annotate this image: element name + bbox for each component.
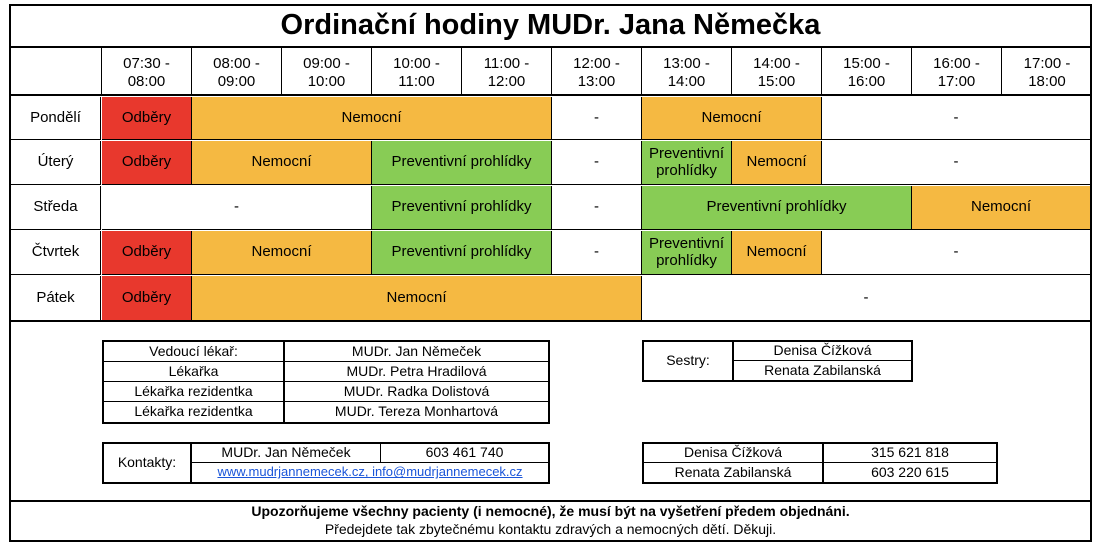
time-slot-header: [642, 48, 732, 96]
slot-bloods: Odběry: [102, 97, 192, 140]
time-to: 11:00: [398, 73, 435, 90]
nurse-contact-name: Renata Zabilanská: [674, 463, 792, 480]
page-title: Ordinační hodiny MUDr. Jana Němečka: [9, 4, 1092, 48]
slot-sick: Nemocní: [192, 141, 372, 185]
time-to: 15:00: [757, 73, 796, 90]
time-slot-header: [192, 48, 282, 96]
nurse-name: Denisa Čížková: [734, 342, 911, 361]
time-from: 13:00 -: [663, 55, 710, 72]
slot-bloods: Odběry: [102, 231, 192, 275]
staff-name: MUDr. Radka Dolistová: [285, 382, 548, 402]
slot-bloods: Odběry: [102, 141, 192, 185]
slot-sick: Nemocní: [732, 141, 822, 185]
time-to: 09:00: [217, 73, 256, 90]
staff-name: MUDr. Jan Němeček: [285, 342, 548, 362]
time-slot-header: [822, 48, 912, 96]
slot-preventive: Preventivní prohlídky: [642, 141, 732, 185]
nurse-contact-name: Denisa Čížková: [683, 444, 783, 461]
slot-preventive: Preventivní prohlídky: [372, 186, 552, 230]
time-from: 12:00 -: [573, 55, 620, 72]
time-to: 12:00: [487, 73, 526, 90]
nurses-label: Sestry:: [666, 352, 710, 369]
contacts-label: Kontakty:: [117, 454, 177, 471]
staff-name: MUDr. Petra Hradilová: [285, 362, 548, 382]
slot-empty: -: [552, 231, 642, 275]
slot-sick: Nemocní: [642, 97, 822, 140]
slot-empty: -: [822, 141, 1090, 185]
time-from: 14:00 -: [753, 55, 800, 72]
time-slot-header: [372, 48, 462, 96]
slot-sick: Nemocní: [732, 231, 822, 275]
time-from: 08:00 -: [213, 55, 260, 72]
time-to: 10:00: [307, 73, 346, 90]
slot-preventive: Preventivní prohlídky: [642, 186, 912, 230]
notice-line-1: Upozorňujeme všechny pacienty (i nemocné), že musí být na vyšetření předem objednáni.: [251, 503, 850, 520]
schedule-bottom-border: [9, 320, 1092, 322]
web-email-link[interactable]: www.mudrjannemecek.cz, info@mudrjannemecek.cz: [217, 464, 523, 480]
day-label: Úterý: [11, 141, 101, 185]
time-to: 08:00: [127, 73, 166, 90]
time-slot-header: [462, 48, 552, 96]
time-from: 07:30 -: [123, 55, 170, 72]
time-to: 16:00: [847, 73, 886, 90]
day-label: Pondělí: [11, 97, 101, 140]
notice-line-2: Předejdete tak zbytečnému kontaktu zdravých a nemocných dětí. Děkuji.: [324, 521, 777, 538]
slot-empty: -: [102, 186, 372, 230]
slot-bloods: Odběry: [102, 276, 192, 320]
staff-role: Lékařka rezidentka: [104, 382, 283, 402]
slot-empty: -: [642, 276, 1090, 320]
slot-sick: Nemocní: [912, 186, 1090, 230]
slot-sick: Nemocní: [192, 231, 372, 275]
nurse-name: Renata Zabilanská: [764, 361, 881, 378]
slot-empty: -: [552, 141, 642, 185]
contact-doctor-phone: 603 461 740: [425, 444, 504, 461]
slot-preventive: Preventivní prohlídky: [372, 141, 552, 185]
time-from: 10:00 -: [393, 55, 440, 72]
day-label: Středa: [11, 186, 101, 230]
nurse-contact-phone: 315 621 818: [871, 444, 949, 461]
time-from: 16:00 -: [933, 55, 980, 72]
time-slot-header: [282, 48, 372, 96]
contact-doctor-name: MUDr. Jan Němeček: [221, 444, 351, 461]
time-to: 13:00: [577, 73, 616, 90]
time-from: 15:00 -: [843, 55, 890, 72]
slot-empty: -: [822, 97, 1090, 140]
slot-preventive: Preventivní prohlídky: [372, 231, 552, 275]
nurse-contact-phone: 603 220 615: [871, 463, 949, 480]
notice-top-border: [9, 500, 1092, 502]
time-slot-header: [912, 48, 1002, 96]
time-to: 14:00: [667, 73, 706, 90]
time-slot-header: [552, 48, 642, 96]
time-from: 17:00 -: [1023, 55, 1071, 72]
slot-sick: Nemocní: [192, 97, 552, 140]
time-to: 17:00: [937, 73, 976, 90]
time-from: 09:00 -: [303, 55, 350, 72]
staff-role: Vedoucí lékař:: [104, 342, 283, 362]
time-slot-header: [732, 48, 822, 96]
time-from: 11:00 -: [483, 55, 530, 72]
slot-empty: -: [822, 231, 1090, 275]
slot-preventive: Preventivní prohlídky: [642, 231, 732, 275]
time-slot-header: [1002, 48, 1092, 96]
time-to: 18:00: [1028, 73, 1066, 90]
staff-role: Lékařka rezidentka: [134, 403, 253, 420]
contact-web-email-cell: [192, 463, 548, 482]
time-slot-header: [102, 48, 192, 96]
slot-sick: Nemocní: [192, 276, 642, 320]
day-label: Čtvrtek: [11, 231, 101, 275]
slot-empty: -: [552, 97, 642, 140]
day-label: Pátek: [11, 276, 101, 320]
staff-role: Lékařka: [104, 362, 283, 382]
staff-name: MUDr. Tereza Monhartová: [334, 403, 499, 420]
slot-empty: -: [552, 186, 642, 230]
